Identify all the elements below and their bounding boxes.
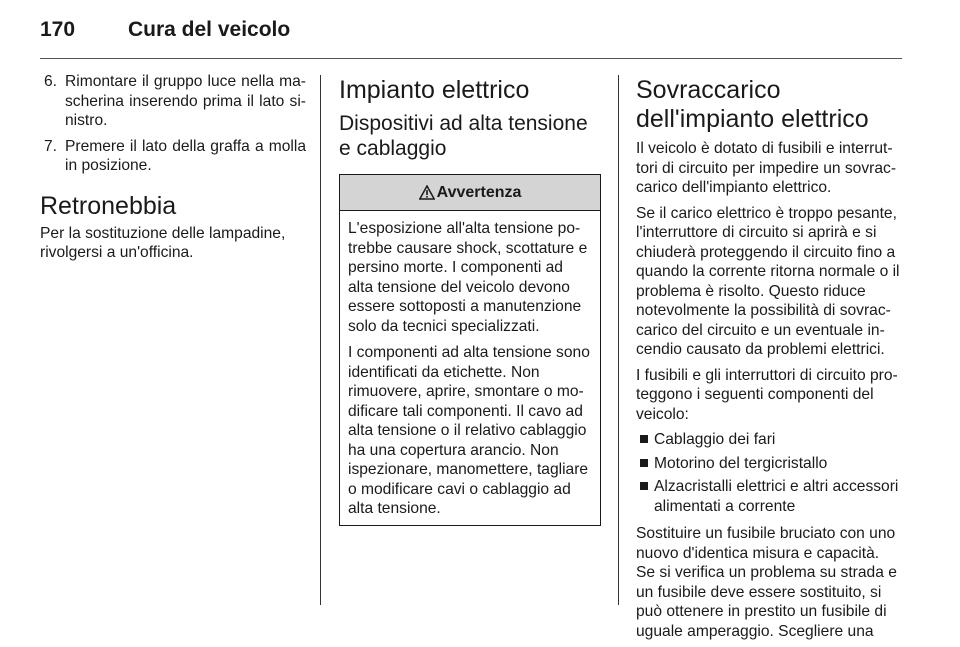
body-paragraph: Sostituire un fusibile bruciato con uno nuovo d'identica misura e capacità. Se si verifica un problema su strada e un fusibile deve essere sostituito, si può ottenere in prestito un fusibile di uguale amperaggio. Scegliere una: [636, 525, 897, 640]
warning-body: [340, 211, 600, 525]
step-number: 6.: [44, 73, 58, 90]
bullet-text: Motorino del tergicristallo: [654, 454, 828, 472]
step-text: Rimontare il gruppo luce nella mascherina inserendo prima il lato sinistro.: [65, 73, 306, 129]
step-list: [40, 72, 306, 176]
bullet-square-icon: [640, 482, 648, 490]
step-item: [40, 137, 306, 176]
bullet-text: Cablaggio dei fari: [654, 431, 776, 448]
header-rule: [40, 58, 902, 59]
bullet-square-icon: [640, 459, 648, 467]
bullet-item: [636, 430, 902, 450]
step-item: [40, 72, 306, 131]
warning-paragraph: L'esposizione all'alta tensione potrebbe causare shock, scottature e persino morte. I componenti ad alta tensione del veicolo devono essere sottoposti a manutenzione solo da tecnici specializzati.: [348, 220, 588, 335]
column-divider-left: [320, 75, 321, 605]
body-paragraph: Se il carico elettrico è troppo pesante, l'interruttore di circuito si aprirà e si chiuderà proteggendo il circuito fino a quando la corrente ritorna normale o il problema è risolto. Questo riduce notevolmente la possibilità di sovraccarico del circuito e un eventuale incendio causato da problemi elettrici.: [636, 204, 900, 358]
bullet-list: [636, 430, 902, 516]
body-paragraph: Il veicolo è dotato di fusibili e interruttori di circuito per impedire un sovraccarico dell'impianto elettrico.: [636, 140, 897, 196]
running-title: Cura del veicolo: [128, 18, 291, 41]
bullet-item: [636, 454, 902, 474]
section-heading-impianto: Impianto elettrico: [339, 76, 530, 104]
bullet-square-icon: [640, 435, 648, 443]
retronebbia-text: Per la sostituzione delle lampadine, rivolgersi a un'officina.: [40, 224, 286, 261]
column-right: [636, 72, 902, 647]
subsection-heading-alta-tensione: Dispositivi ad alta tensione e cablaggio: [339, 112, 588, 160]
warning-paragraph: I componenti ad alta tensione sono identificati da etichette. Non rimuovere, aprire, smontare o modificare tali componenti. Il cavo ad alta tensione o il relativo cablaggio ha una copertura arancio. Non ispezionare, manomettere, tagliare o modificare cavi o cablaggio ad alta tensione.: [348, 344, 590, 517]
page-header: [40, 18, 902, 58]
step-number: 7.: [44, 137, 58, 155]
warning-title: Avvertenza: [436, 183, 522, 201]
bullet-text: Alzacristalli elettrici e altri accessori alimentati a corrente: [654, 478, 899, 515]
column-divider-right: [618, 75, 619, 605]
warning-header: [340, 175, 600, 211]
section-heading-retronebbia: Retronebbia: [40, 191, 177, 220]
column-middle: [339, 72, 601, 526]
section-heading-sovraccarico: Sovraccarico dell'impianto elettrico: [636, 76, 869, 133]
warning-triangle-icon: [419, 185, 435, 200]
bullet-item: [636, 477, 902, 516]
page-number: 170: [40, 18, 76, 41]
column-left: [40, 72, 306, 269]
body-paragraph: I fusibili e gli interruttori di circuito proteggono i seguenti componenti del veicolo:: [636, 366, 898, 423]
warning-box: [339, 174, 601, 526]
step-text: Premere il lato della graffa a molla in posizione.: [65, 137, 306, 174]
